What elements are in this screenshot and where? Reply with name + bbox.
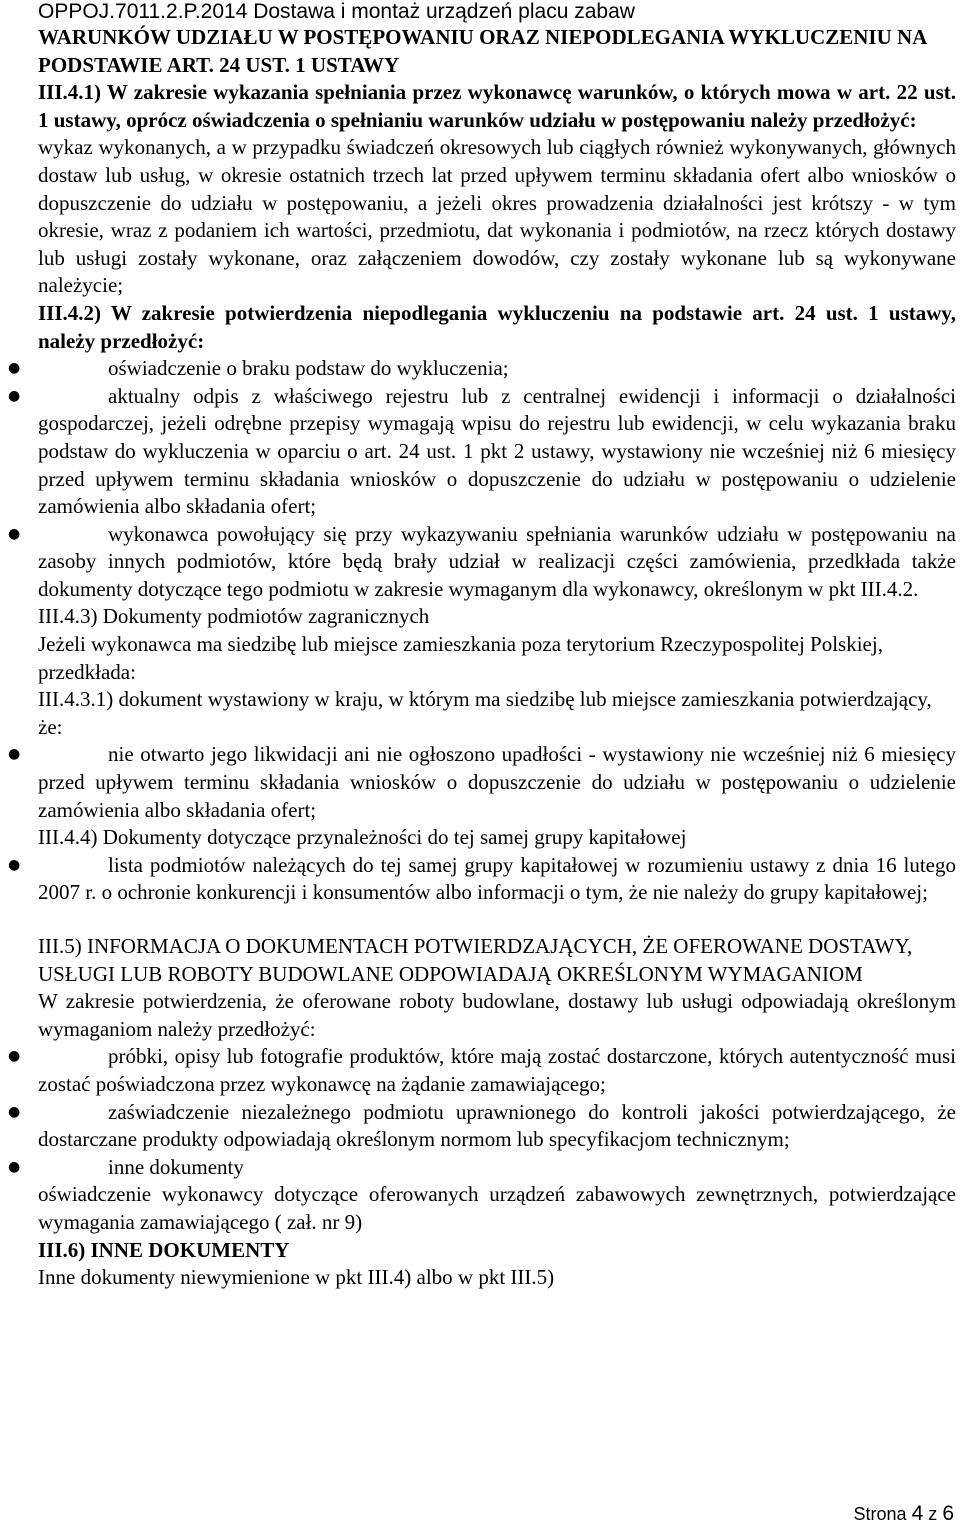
bullet-icon: ● bbox=[8, 525, 21, 542]
bullet-icon: ● bbox=[8, 1103, 21, 1120]
section-343-intro: Jeżeli wykonawca ma siedzibę lub miejsce zamieszkania poza terytorium Rzeczypospolitej Polskiej, przedkłada: bbox=[38, 632, 883, 684]
list-item-text: lista podmiotów należących do tej samej grupy kapitałowej w rozumieniu ustawy z dnia 16 lutego 2007 r. o ochronie konkurencji i konsumentów albo informacji o tym, że nie należy do grupy kapitałowej; bbox=[38, 852, 956, 905]
section-35-intro: W zakresie potwierdzenia, że oferowane roboty budowlane, dostawy lub usługi odpowiadają określonym wymaganiom należy przedłożyć: bbox=[38, 989, 956, 1041]
bullet-icon: ● bbox=[8, 360, 21, 377]
bullet-icon: ● bbox=[8, 1158, 21, 1175]
list-item-text: próbki, opisy lub fotografie produktów, które mają zostać dostarczone, których autentyczność musi zostać poświadczona przez wykonawcę na żądanie zamawiającego; bbox=[38, 1044, 956, 1096]
section-36-heading: III.6) INNE DOKUMENTY bbox=[38, 1237, 290, 1262]
section-344-heading: III.4.4) Dokumenty dotyczące przynależności do tej samej grupy kapitałowej bbox=[38, 825, 687, 850]
bullet-icon: ● bbox=[8, 746, 21, 763]
section-35-heading: III.5) INFORMACJA O DOKUMENTACH POTWIERDZAJĄCYCH, ŻE OFEROWANE DOSTAWY, USŁUGI LUB ROBOTY BUDOWLANE ODPOWIADAJĄ OKREŚLONYM WYMAGANIOM bbox=[38, 934, 913, 986]
list-item-text: zaświadczenie niezależnego podmiotu uprawnionego do kontroli jakości potwierdzającego, że dostarczane produkty odpowiadają określonym normom lub specyfikacjom technicznym; bbox=[38, 1099, 956, 1152]
page-label: Strona bbox=[853, 1504, 907, 1524]
total-pages: 6 bbox=[942, 1502, 954, 1525]
page-of-label: z bbox=[928, 1504, 938, 1524]
list-item bbox=[8, 741, 956, 824]
section-36-text: Inne dokumenty niewymienione w pkt III.4) albo w pkt III.5) bbox=[38, 1265, 555, 1290]
section-341-heading: III.4.1) W zakresie wykazania spełniania przez wykonawcę warunków, o których mowa w art. 22 ust. 1 ustawy, oprócz oświadczenia o spełnianiu warunków udziału w postępowaniu należy przedłożyć: bbox=[38, 80, 956, 132]
list-item bbox=[8, 521, 956, 604]
spacer bbox=[38, 907, 956, 933]
list-item-text: aktualny odpis z właściwego rejestru lub z centralnej ewidencji i informacji o działalności gospodarczej, jeżeli odrębne przepisy wymagają wpisu do rejestru lub ewidencji, w celu wykazania braku podstaw do wykluczenia w oparciu o art. 24 ust. 1 pkt 2 ustawy, wystawiony nie wcześniej niż 6 miesięcy przed upływem terminu składania wniosków o dopuszczenie do udziału w postępowaniu o udzielenie zamówienia albo składania ofert; bbox=[38, 383, 956, 519]
section-3431-heading: III.4.3.1) dokument wystawiony w kraju, w którym ma siedzibę lub miejsce zamieszkania potwierdzający, że: bbox=[38, 687, 932, 739]
page-number bbox=[854, 1503, 954, 1525]
document-body bbox=[8, 24, 956, 1292]
list-item bbox=[8, 1043, 956, 1098]
list-item bbox=[8, 383, 956, 521]
list-item-text: oświadczenie o braku podstaw do wykluczenia; bbox=[108, 356, 509, 381]
section-35-after: oświadczenie wykonawcy dotyczące oferowanych urządzeń zabawowych zewnętrznych, potwierdzające wymagania zamawiającego ( zał. nr 9) bbox=[38, 1182, 956, 1234]
list-item-text: inne dokumenty bbox=[108, 1154, 244, 1179]
list-item bbox=[8, 852, 956, 907]
bullet-icon: ● bbox=[8, 856, 21, 873]
bullet-icon: ● bbox=[8, 1048, 21, 1065]
document-header: OPPOJ.7011.2.P.2014 Dostawa i montaż urządzeń placu zabaw bbox=[38, 0, 635, 23]
section-342-heading: III.4.2) W zakresie potwierdzenia niepodlegania wykluczeniu na podstawie art. 24 ust. 1 ustawy, należy przedłożyć: bbox=[38, 300, 956, 353]
section-title: WARUNKÓW UDZIAŁU W POSTĘPOWANIU ORAZ NIEPODLEGANIA WYKLUCZENIU NA PODSTAWIE ART. 24 UST. 1 USTAWY bbox=[38, 25, 927, 77]
list-item-text: wykonawca powołujący się przy wykazywaniu spełniania warunków udziału w postępowaniu na zasoby innych podmiotów, które będą brały udział w realizacji części zamówienia, przedkłada także dokumenty dotyczące tego podmiotu w zakresie wymaganym dla wykonawcy, określonym w pkt III.4.2. bbox=[38, 521, 956, 601]
section-343-heading: III.4.3) Dokumenty podmiotów zagranicznych bbox=[38, 604, 430, 629]
list-item bbox=[8, 1099, 956, 1154]
list-item bbox=[8, 355, 956, 383]
bullet-icon: ● bbox=[8, 387, 21, 404]
section-341-text: wykaz wykonanych, a w przypadku świadczeń okresowych lub ciągłych również wykonywanych, głównych dostaw lub usług, w okresie ostatnich trzech lat przed upływem terminu składania ofert albo wniosków o dopuszczenie do udziału w postępowaniu, a jeżeli okres prowadzenia działalności jest krótszy - w tym okresie, wraz z podaniem ich wartości, przedmiotu, dat wykonania i podmiotów, na rzecz których dostawy lub usługi zostały wykonane, oraz załączeniem dowodów, czy zostały wykonane lub są wykonywane należycie; bbox=[38, 135, 956, 298]
list-item bbox=[8, 1154, 956, 1182]
list-item-text: nie otwarto jego likwidacji ani nie ogłoszono upadłości - wystawiony nie wcześniej niż 6 miesięcy przed upływem terminu składania wniosków o dopuszczenie do udziału w postępowaniu o udzielenie zamówienia albo składania ofert; bbox=[38, 742, 956, 822]
current-page: 4 bbox=[911, 1502, 924, 1525]
